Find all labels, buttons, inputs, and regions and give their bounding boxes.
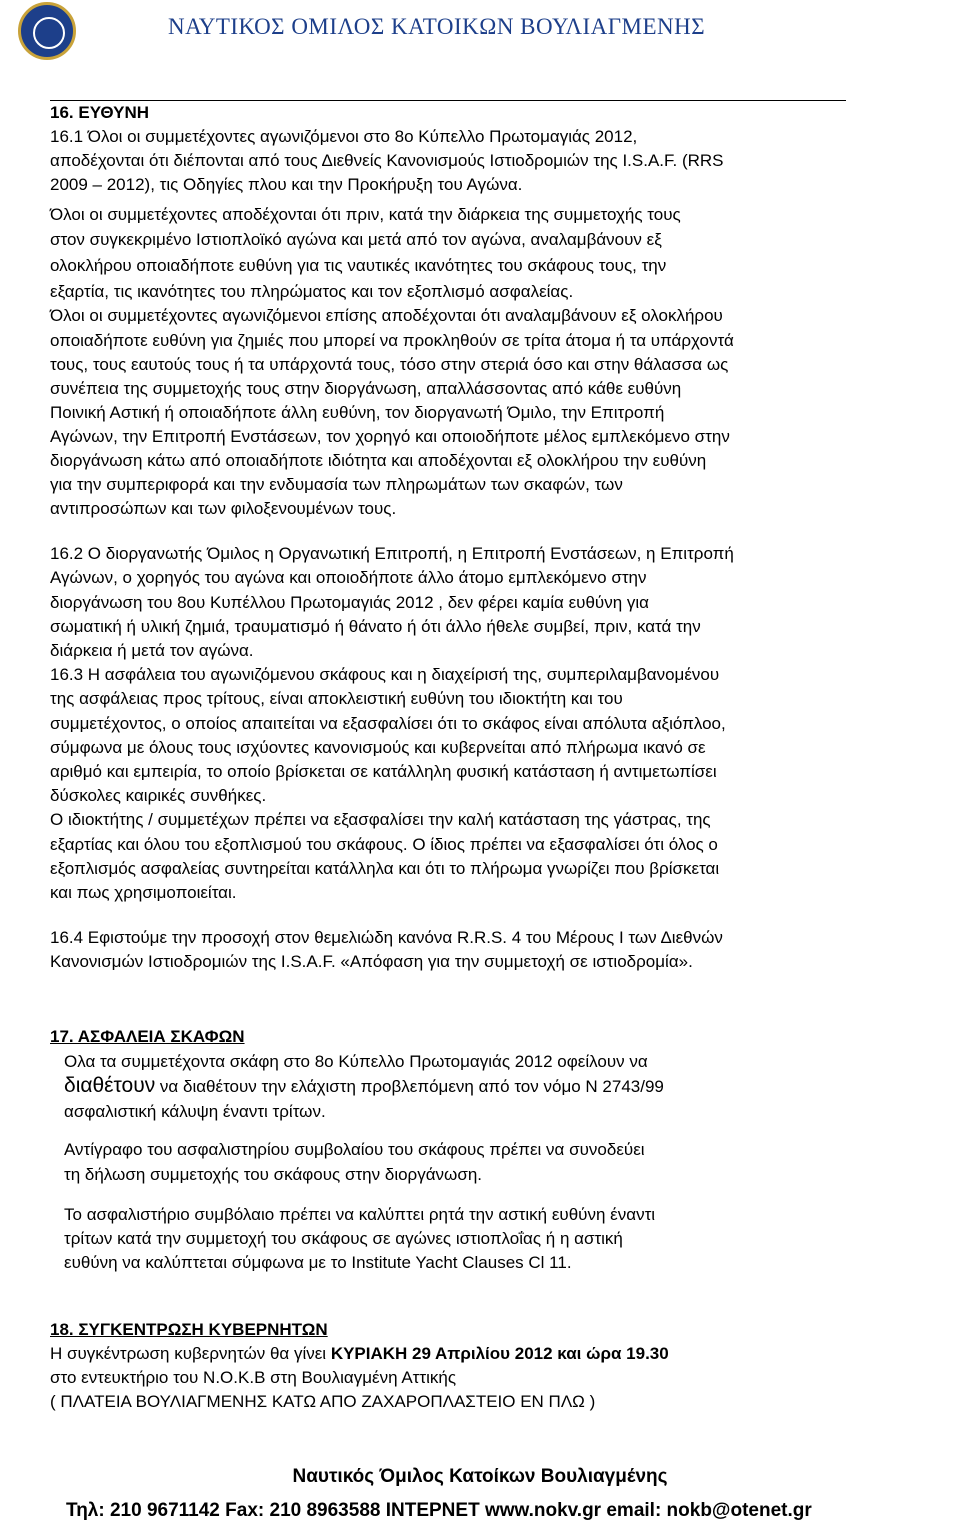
text-line: οποιαδήποτε ευθύνη για ζημιές που μπορεί να προκληθούν σε τρίτα άτομα ή τα υπάρχοντά <box>50 331 734 350</box>
text-line: 16.4 Εφιστούμε την προσοχή στον θεμελιώδη κανόνα R.R.S. 4 του Μέρους Ι των Διεθνών <box>50 928 723 947</box>
text-line: ευθύνη να καλύπτεται σύμφωνα με το Institute Yacht Clauses Cl 11. <box>64 1253 572 1272</box>
text-line: 16.1 Όλοι οι συμμετέχοντες αγωνιζόμενοι στο 8ο Κύπελλο Πρωτομαγιάς 2012, <box>50 127 638 146</box>
text-line: δύσκολες καιρικές συνθήκες. <box>50 786 267 805</box>
page-header <box>0 0 960 62</box>
footer-club-name: Ναυτικός Όμιλος Κατοίκων Βουλιαγμένης <box>292 1466 668 1487</box>
text-line: αριθμό και εμπειρία, το οποίο βρίσκεται σε κατάλληλη φυσική κατάσταση ή αντιμετωπίσει <box>50 762 717 781</box>
text-line: στο εντευκτήριο του Ν.Ο.Κ.Β στη Βουλιαγμένη Αττικής <box>50 1368 457 1387</box>
footer-contact: Τηλ: 210 9671142 Fax: 210 8963588 ΙΝΤΕΡΝΕΤ www.nokv.gr email: nokb@otenet.gr <box>66 1500 812 1521</box>
meeting-datetime: ΚΥΡΙΑΚΗ 29 Απριλίου 2012 και ώρα 19.30 <box>330 1344 669 1363</box>
text-line: συμμετέχοντος, ο οποίος απαιτείται να εξασφαλίσει ότι το σκάφος είναι απόλυτα αξιόπλοο, <box>50 714 726 733</box>
header-title: ΝΑΥΤΙΚΟΣ ΟΜΙΛΟΣ ΚΑΤΟΙΚΩΝ ΒΟΥΛΙΑΓΜΕΝΗΣ <box>168 14 706 39</box>
text-line: Αντίγραφο του ασφαλιστηρίου συμβολαίου του σκάφους πρέπει να συνοδεύει <box>64 1140 645 1159</box>
emphasis-word: διαθέτουν <box>64 1074 156 1097</box>
text-line: στον συγκεκριμένο Ιστιοπλοϊκό αγώνα και μετά από τον αγώνα, αναλαμβάνουν εξ <box>50 230 662 249</box>
text-line: τους, τους εαυτούς τους ή τα υπάρχοντά τους, τόσο στην στεριά όσο και στην θάλασσα ως <box>50 355 729 374</box>
club-logo-icon <box>18 2 76 60</box>
section-18-heading: 18. ΣΥΓΚΕΝΤΡΩΣΗ ΚΥΒΕΡΝΗΤΩΝ <box>50 1320 328 1339</box>
text-line: αντιπροσώπων και των φιλοξενουμένων τους. <box>50 499 397 518</box>
text-line: αποδέχονται ότι διέπονται από τους Διεθνείς Κανονισμούς Ιστιοδρομιών της I.S.A.F. (RRS <box>50 151 724 170</box>
text-line <box>50 1342 669 1366</box>
text-line: της ασφάλειας προς τρίτους, είναι αποκλειστική ευθύνη του ιδιοκτήτη και του <box>50 689 623 708</box>
text-line: ολοκλήρου οποιαδήποτε ευθύνη για τις ναυτικές ικανότητες του σκάφους τους, την <box>50 256 667 275</box>
text-line: 2009 – 2012), τις Οδηγίες πλου και την Προκήρυξη του Αγώνα. <box>50 175 523 194</box>
text-line: Όλοι οι συμμετέχοντες αγωνιζόμενοι επίσης αποδέχονται ότι αναλαμβάνουν εξ ολοκλήρου <box>50 306 723 325</box>
text-line: εξοπλισμός ασφαλείας συντηρείται κατάλληλα και ότι το πλήρωμα γνωρίζει που βρίσκεται <box>50 859 720 878</box>
text-line: εξαρτία, τις ικανότητες του πληρώματος και τον εξοπλισμό ασφαλείας. <box>50 282 574 301</box>
text-line: ( ΠΛΑΤΕΙΑ ΒΟΥΛΙΑΓΜΕΝΗΣ ΚΑΤΩ ΑΠΟ ΖΑΧΑΡΟΠΛΑΣΤΕΙΟ ΕΝ ΠΛΩ ) <box>50 1392 596 1411</box>
text-line: Αγώνων, την Επιτροπή Ενστάσεων, τον χορηγό και οποιοδήποτε μέλος εμπλεκόμενο στην <box>50 427 730 446</box>
text-line: εξαρτίας και όλου του εξοπλισμού του σκάφους. Ο ίδιος πρέπει να εξασφαλίσει ότι όλος ο <box>50 835 718 854</box>
text-line: συνέπεια της συμμετοχής τους στην διοργάνωση, απαλλάσσοντας από κάθε ευθύνη <box>50 379 682 398</box>
text-line: διάρκεια ή μετά τον αγώνα. <box>50 641 254 660</box>
text-line: 16.2 Ο διοργανωτής Όμιλος η Οργανωτική Επιτροπή, η Επιτροπή Ενστάσεων, η Επιτροπή <box>50 544 734 563</box>
text-line: διοργάνωση κάτω από οποιαδήποτε ιδιότητα και αποδέχονται εξ ολοκλήρου την ευθύνη <box>50 451 707 470</box>
text-span: να διαθέτουν την ελάχιστη προβλεπόμενη από τον νόμο Ν 2743/99 <box>155 1077 664 1096</box>
header-divider <box>50 100 846 101</box>
text-line: 16.3 Η ασφάλεια του αγωνιζόμενου σκάφους και η διαχείρισή της, συμπεριλαμβανομένου <box>50 665 720 684</box>
section-16-heading: 16. ΕΥΘΥΝΗ <box>50 103 150 122</box>
text-line: ασφαλιστική κάλυψη έναντι τρίτων. <box>64 1102 326 1121</box>
text-line: τη δήλωση συμμετοχής του σκάφους στην διοργάνωση. <box>64 1165 482 1184</box>
text-span: Η συγκέντρωση κυβερνητών θα γίνει <box>50 1344 331 1363</box>
section-17-heading: 17. ΑΣΦΑΛΕΙΑ ΣΚΑΦΩΝ <box>50 1027 245 1046</box>
text-line: τρίτων κατά την συμμετοχή του σκάφους σε αγώνες ιστιοπλοΐας ή η αστική <box>64 1229 623 1248</box>
text-line: διοργάνωση του 8ου Κυπέλλου Πρωτομαγιάς 2012 , δεν φέρει καμία ευθύνη για <box>50 593 649 612</box>
text-line <box>64 1074 664 1099</box>
text-line: σύμφωνα με όλους τους ισχύοντες κανονισμούς και κυβερνείται από πλήρωμα ικανό σε <box>50 738 706 757</box>
text-line: Όλοι οι συμμετέχοντες αποδέχονται ότι πριν, κατά την διάρκεια της συμμετοχής τους <box>50 205 681 224</box>
text-line: Το ασφαλιστήριο συμβόλαιο πρέπει να καλύπτει ρητά την αστική ευθύνη έναντι <box>64 1205 656 1224</box>
text-line: Ο ιδιοκτήτης / συμμετέχων πρέπει να εξασφαλίσει την καλή κατάσταση της γάστρας, της <box>50 810 711 829</box>
text-line: και πως χρησιμοποιείται. <box>50 883 237 902</box>
text-line: Κανονισμών Ιστιοδρομιών της I.S.A.F. «Απόφαση για την συμμετοχή σε ιστιοδρομία». <box>50 952 693 971</box>
text-line: Αγώνων, ο χορηγός του αγώνα και οποιοδήποτε άλλο άτομο εμπλεκόμενο στην <box>50 568 647 587</box>
text-line: σωματική ή υλική ζημιά, τραυματισμό ή θάνατο ή ότι άλλο ήθελε συμβεί, πριν, κατά την <box>50 617 701 636</box>
text-line: Ποινική Αστική ή οποιαδήποτε άλλη ευθύνη, τον διοργανωτή Όμιλο, την Επιτροπή <box>50 403 665 422</box>
text-line: Ολα τα συμμετέχοντα σκάφη στο 8ο Κύπελλο Πρωτομαγιάς 2012 οφείλουν να <box>64 1052 648 1071</box>
text-line: για την συμπεριφορά και την ενδυμασία των πληρωμάτων των σκαφών, των <box>50 475 623 494</box>
